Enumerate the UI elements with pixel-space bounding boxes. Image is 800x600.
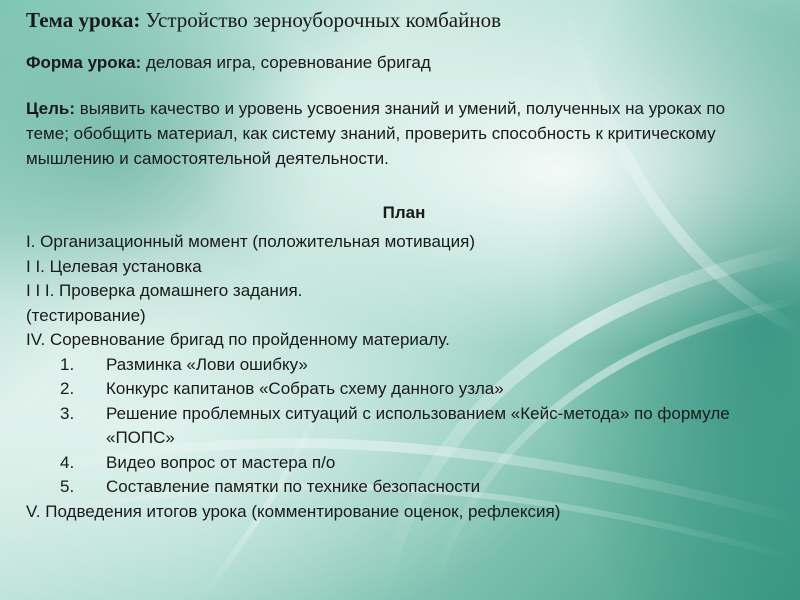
subitem-2	[26, 377, 786, 402]
plan-item-3-note: (тестирование)	[26, 305, 146, 325]
subitem-1-number: 1.	[60, 354, 75, 374]
lesson-form-label: Форма урока:	[26, 53, 142, 72]
plan-list	[26, 230, 786, 524]
plan-heading	[0, 203, 800, 223]
subitem-4	[26, 451, 786, 476]
subitem-5-number: 5.	[60, 477, 75, 496]
subitem-1	[26, 353, 786, 378]
subitem-1-text: Разминка «Лови ошибку»	[106, 354, 308, 374]
lesson-goal-text: выявить качество и уровень усвоения знаний и умений, полученных на уроках по теме; обобщить материал, как систему знаний, проверить способность к критическому мышлению и самостоятельной деятельности.	[26, 99, 726, 168]
lesson-title-label: Тема урока:	[26, 8, 141, 32]
plan-item-2: I I. Целевая установка	[26, 256, 202, 276]
lesson-form-text: деловая игра, соревнование бригад	[141, 53, 431, 72]
lesson-goal-label: Цель:	[26, 99, 75, 118]
subitem-5	[26, 475, 786, 500]
plan-item-3: I I I. Проверка домашнего задания.	[26, 281, 303, 300]
plan-heading-text: План	[382, 203, 426, 222]
plan-item-1: I. Организационный момент (положительная мотивация)	[26, 232, 476, 251]
subitem-4-number: 4.	[60, 452, 75, 472]
lesson-form	[26, 53, 431, 73]
lesson-title	[26, 8, 501, 33]
plan-item-5: V. Подведения итогов урока (комментирование оценок, рефлексия)	[26, 501, 561, 521]
subitem-3-text: Решение проблемных ситуаций с использованием «Кейс-метода» по формуле «ПОПС»	[106, 403, 730, 447]
plan-item-4: IV. Соревнование бригад по пройденному материалу.	[26, 330, 450, 349]
subitem-2-number: 2.	[60, 379, 75, 398]
subitem-2-text: Конкурс капитанов «Собрать схему данного узла»	[106, 379, 504, 398]
subitem-3-number: 3.	[60, 403, 75, 423]
subitem-3	[26, 402, 786, 451]
lesson-goal	[26, 96, 746, 171]
subitem-4-text: Видео вопрос от мастера п/о	[106, 452, 336, 472]
subitem-5-text: Составление памятки по технике безопасности	[106, 477, 481, 496]
lesson-title-text: Устройство зерноуборочных комбайнов	[140, 8, 502, 32]
